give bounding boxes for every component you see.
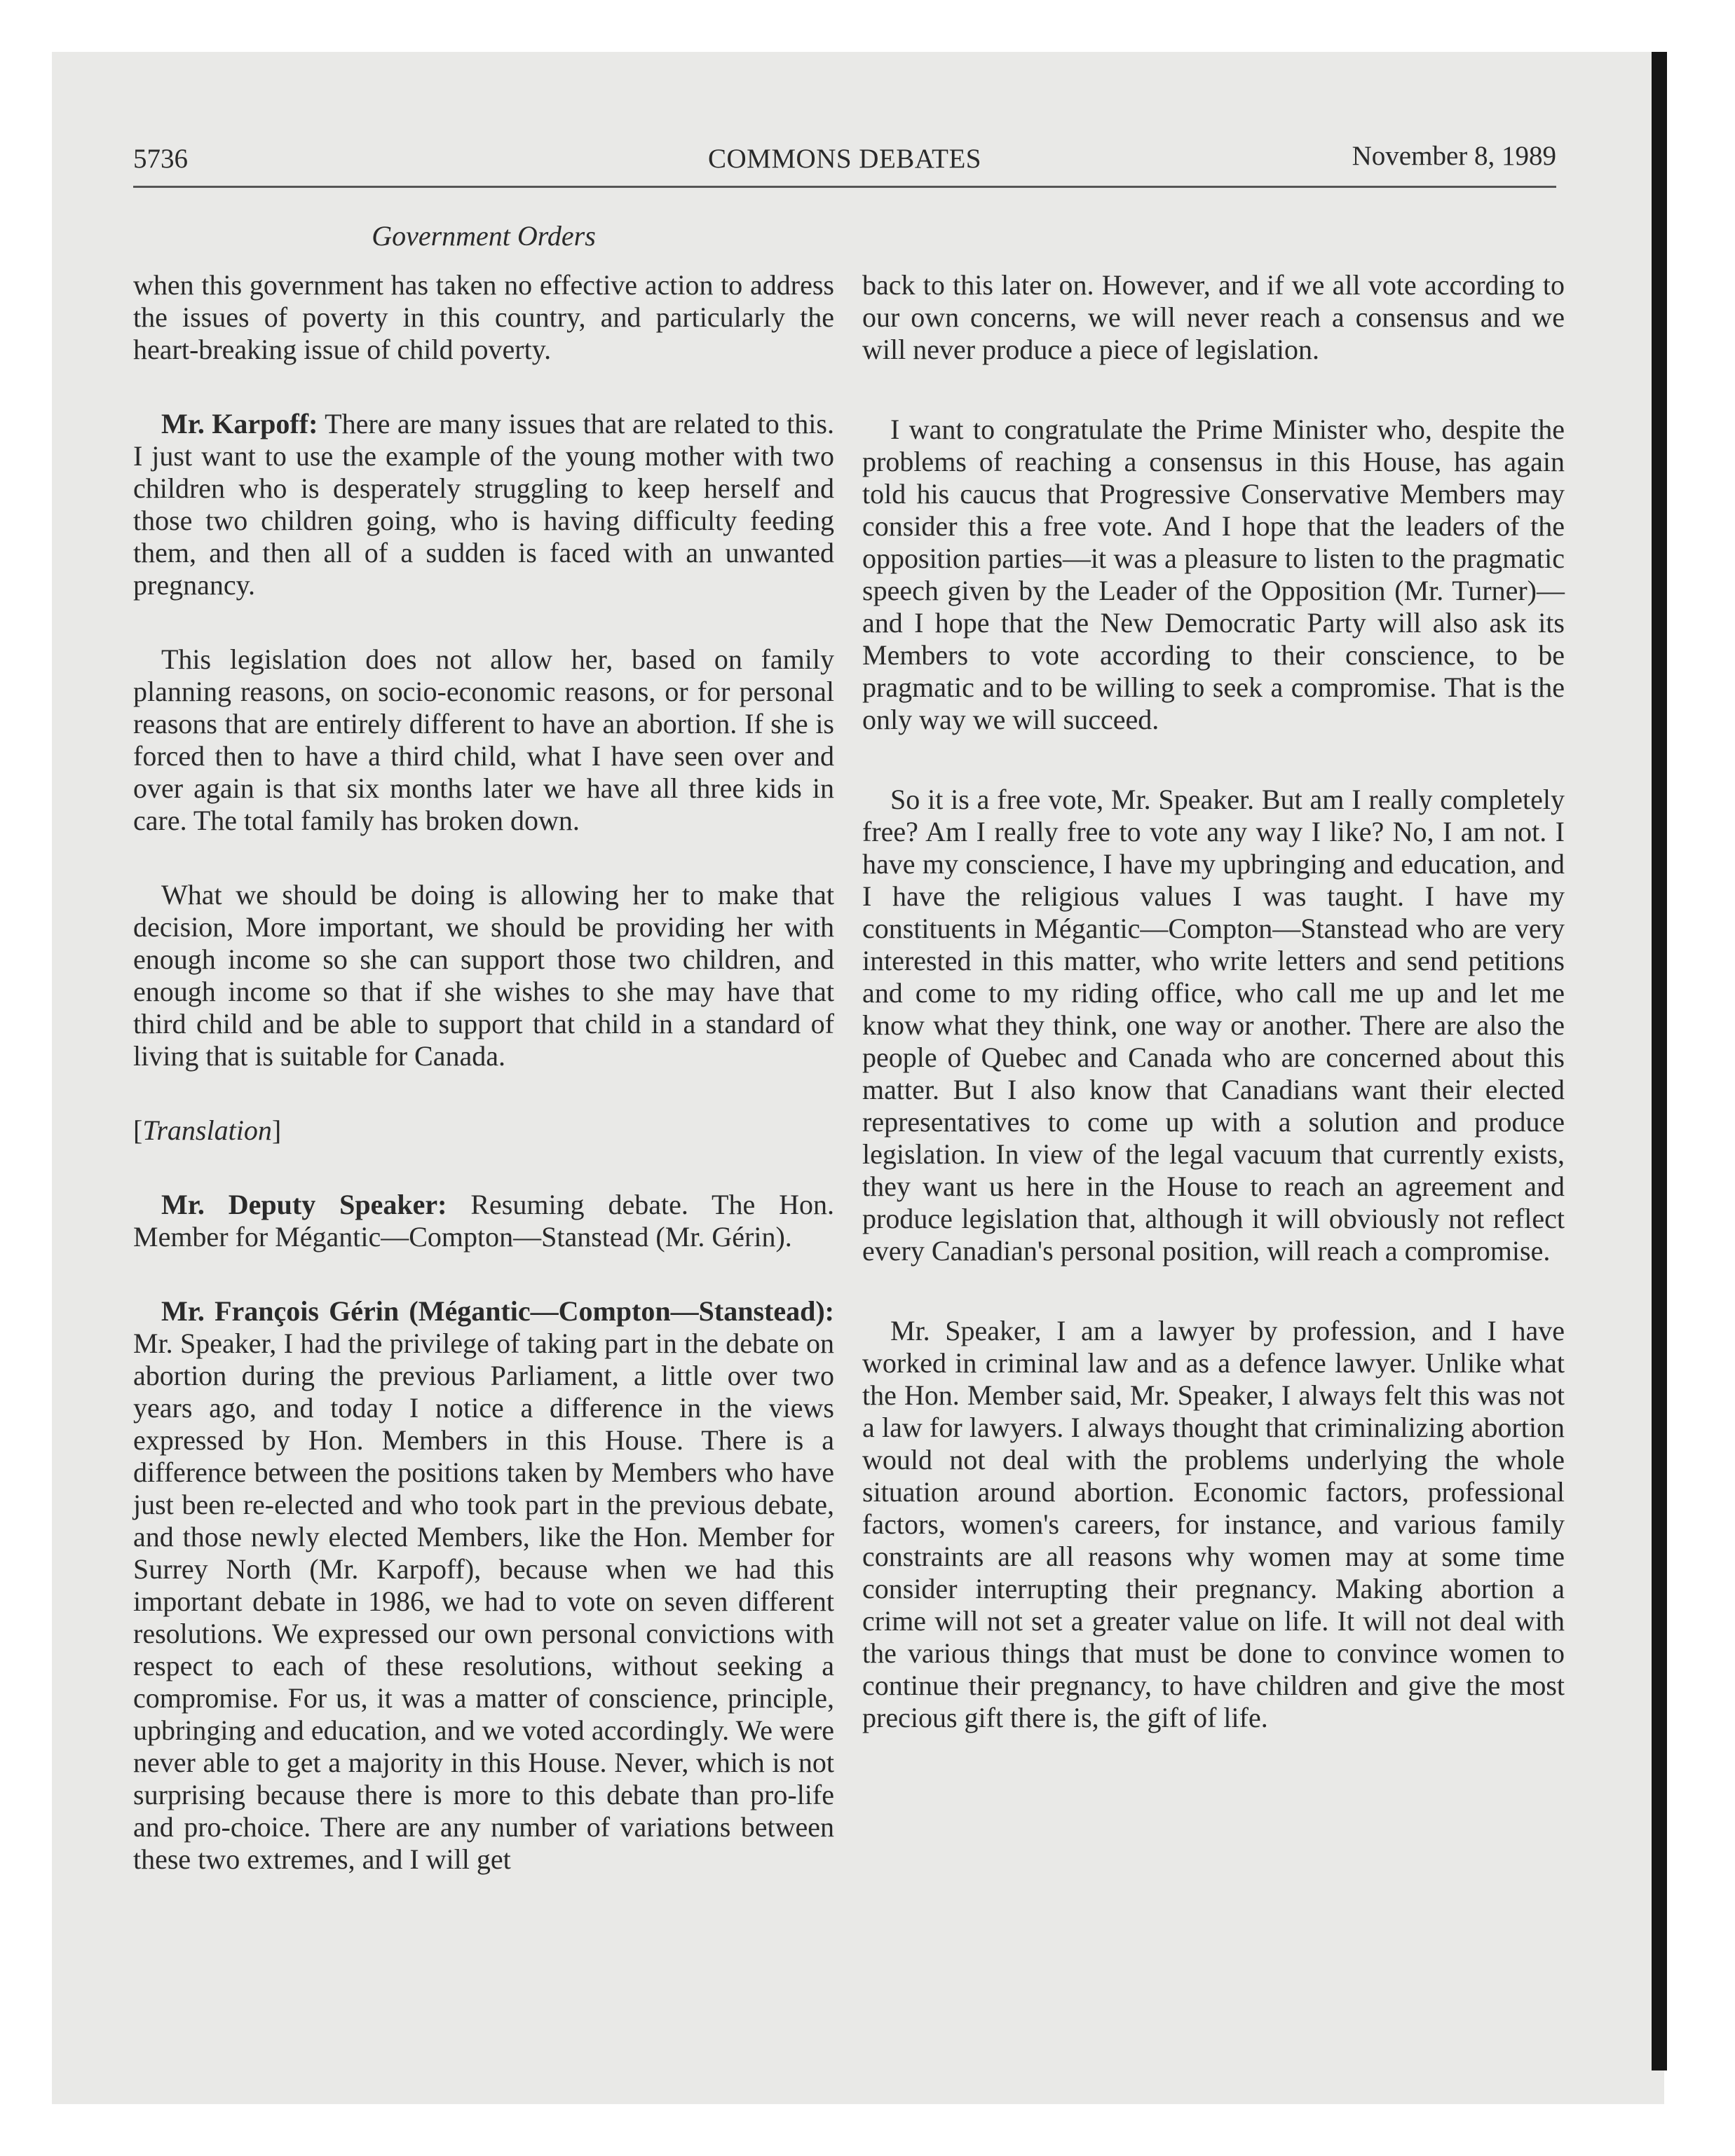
paragraph: So it is a free vote, Mr. Speaker. But am I really completely free? Am I really free to vote any way I like? No, I am not. I have my conscience, I have my upbringing and education, and I have the religious values I was taught. I have my constituents in Mégantic—Compton—Stanstead who are very interested in this matter, who write letters and send petitions and come to my riding office, who call me up and let me know what they think, one way or another. There are also the people of Quebec and Canada who are concerned about this matter. But I also know that Canadians want their elected representatives to come up with a solution and produce legislation. In view of the legal vacuum that currently exists, they want us here in the House to reach an agreement and produce legislation that, although it will obviously not reflect every Canadian's personal position, will reach a compromise. xyxy=(862,784,1565,1267)
translation-tag: [Translation] xyxy=(133,1114,282,1146)
speaker-name: Mr. Karpoff: xyxy=(161,408,318,439)
paragraph: I want to congratulate the Prime Minister who, despite the problems of reaching a consensus in this House, has again told his caucus that Progressive Conservative Members may consider this a free vote. And I hope that the leaders of the opposition parties—it was a pleasure to listen to the pragmatic speech given by the Leader of the Opposition (Mr. Turner)—and I hope that the New Democratic Party will also ask its Members to vote according to their conscience, to be pragmatic and to be willing to seek a compromise. That is the only way we will succeed. xyxy=(862,414,1565,735)
paragraph: What we should be doing is allowing her to make that decision, More important, we should be providing her with enough income so she can support those two children, and enough income so that if she wishes to she may have that third child and be able to support that child in a standard of living that is suitable for Canada. xyxy=(133,879,834,1072)
publication-date: November 8, 1989 xyxy=(1352,141,1556,171)
speech-text: There are many issues that are related to this. I just want to use the example of the young mother with two children who is desperately struggling to keep herself and those two children going, who is having difficulty feeding them, and then all of a sudden is faced with an unwanted pregnancy. xyxy=(133,408,834,601)
right-column xyxy=(862,269,1565,1782)
paragraph: when this government has taken no effective action to address the issues of poverty in this country, and particularly the heart-breaking issue of child poverty. xyxy=(133,269,834,365)
paragraph: This legislation does not allow her, based on family planning reasons, on socio-economic reasons, or for personal reasons that are entirely different to have an abortion. If she is forced then to have a third child, what I have seen over and over again is that six months later we have all three kids in care. The total family has broken down. xyxy=(133,643,834,836)
speech-text: Mr. Speaker, I had the privilege of taking part in the debate on abortion during the previous Parliament, a little over two years ago, and today I notice a difference in the views expressed by Hon. Members in this House. There is a difference between the positions taken by Members who have just been re-elected and who took part in the previous debate, and those newly elected Members, like the Hon. Member for Surrey North (Mr. Karpoff), because when we had this important debate in 1986, we had to vote on seven different resolutions. We expressed our own personal convictions with respect to each of these resolutions, without seeking a compromise. For us, it was a matter of conscience, principle, upbringing and education, and we voted accordingly. We were never able to get a majority in this House. Never, which is not surprising because there is more to this debate than pro-life and pro-choice. There are any number of variations between these two extremes, and I will get xyxy=(133,1328,834,1875)
speech-text: Resuming debate. The Hon. Member for Mégantic—Compton—Stanstead (Mr. Gérin). xyxy=(133,1189,834,1253)
speaker-name: Mr. Deputy Speaker: xyxy=(161,1189,447,1220)
section-title: Government Orders xyxy=(372,220,596,252)
paragraph xyxy=(133,1295,834,1876)
page-number: 5736 xyxy=(133,144,188,174)
paragraph: Mr. Speaker, I am a lawyer by profession, and I have worked in criminal law and as a defence lawyer. Unlike what the Hon. Member said, Mr. Speaker, I always felt this was not a law for lawyers. I always thought that criminalizing abortion would not deal with the problems underlying the whole situation around abortion. Economic factors, professional factors, women's careers, for instance, and various family constraints are all reasons why women may at some time consider interrupting their pregnancy. Making abortion a crime will not set a greater value on life. It will not deal with the various things that must be done to convince women to continue their pregnancy, to have children and give the most precious gift there is, the gift of life. xyxy=(862,1315,1565,1733)
binding-edge xyxy=(1652,52,1667,2070)
left-column xyxy=(133,269,834,1918)
translation-label: Translation xyxy=(142,1114,272,1146)
publication-title: COMMONS DEBATES xyxy=(708,144,981,174)
paragraph xyxy=(133,1189,834,1253)
page-header xyxy=(133,140,1556,182)
paragraph xyxy=(133,408,834,601)
header-rule xyxy=(133,186,1556,188)
speaker-name: Mr. François Gérin (Mégantic—Compton—Stanstead): xyxy=(161,1295,834,1327)
paragraph: back to this later on. However, and if we all vote according to our own concerns, we will never reach a consensus and we will never produce a piece of legislation. xyxy=(862,269,1565,365)
